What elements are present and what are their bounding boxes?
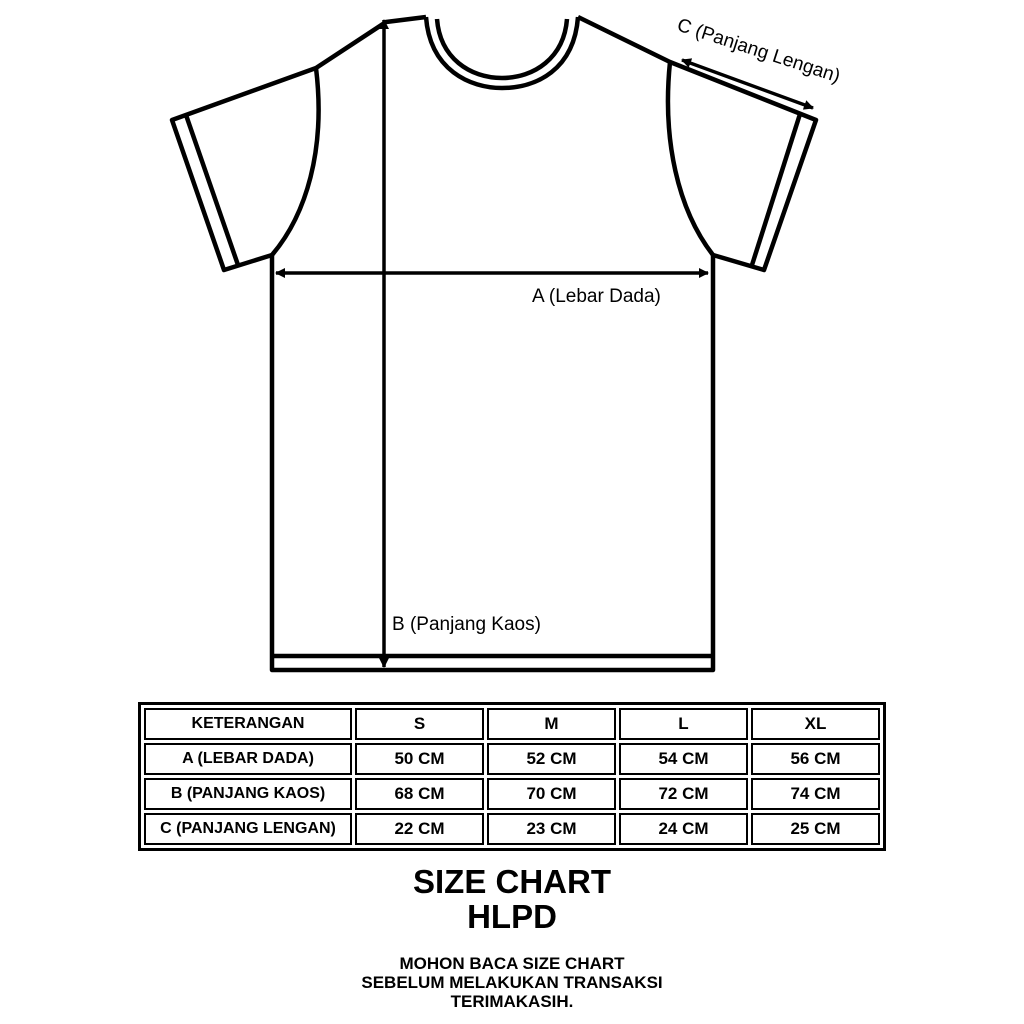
table-cell: 23 CM <box>487 813 616 845</box>
table-cell: 22 CM <box>355 813 484 845</box>
label-a-lebar-dada: A (Lebar Dada) <box>532 286 661 307</box>
note-line: TERIMAKASIH. <box>450 992 574 1011</box>
table-header-row <box>144 708 880 740</box>
row-label: C (PANJANG LENGAN) <box>144 813 352 845</box>
table-cell: 70 CM <box>487 778 616 810</box>
row-label: B (PANJANG KAOS) <box>144 778 352 810</box>
size-chart-table <box>138 702 886 851</box>
header-keterangan: KETERANGAN <box>144 708 352 740</box>
label-c-panjang-lengan: C (Panjang Lengan) <box>674 14 843 88</box>
table-row <box>144 743 880 775</box>
table-cell: 52 CM <box>487 743 616 775</box>
brand-subtitle: HLPD <box>467 898 557 935</box>
row-label: A (LEBAR DADA) <box>144 743 352 775</box>
table-row <box>144 778 880 810</box>
measurement-arrows <box>276 20 813 667</box>
table-cell: 56 CM <box>751 743 880 775</box>
table-cell: 72 CM <box>619 778 748 810</box>
header-size-xl: XL <box>751 708 880 740</box>
note-line: MOHON BACA SIZE CHART <box>399 954 625 973</box>
table-cell: 68 CM <box>355 778 484 810</box>
table-row <box>144 813 880 845</box>
note-line: SEBELUM MELAKUKAN TRANSAKSI <box>361 973 663 992</box>
header-size-l: L <box>619 708 748 740</box>
page-title: SIZE CHART <box>413 863 611 900</box>
label-b-panjang-kaos: B (Panjang Kaos) <box>392 614 541 635</box>
header-size-m: M <box>487 708 616 740</box>
table-cell: 74 CM <box>751 778 880 810</box>
table-cell: 25 CM <box>751 813 880 845</box>
table-cell: 54 CM <box>619 743 748 775</box>
table-cell: 50 CM <box>355 743 484 775</box>
table-cell: 24 CM <box>619 813 748 845</box>
tshirt-outline <box>172 17 816 670</box>
header-size-s: S <box>355 708 484 740</box>
